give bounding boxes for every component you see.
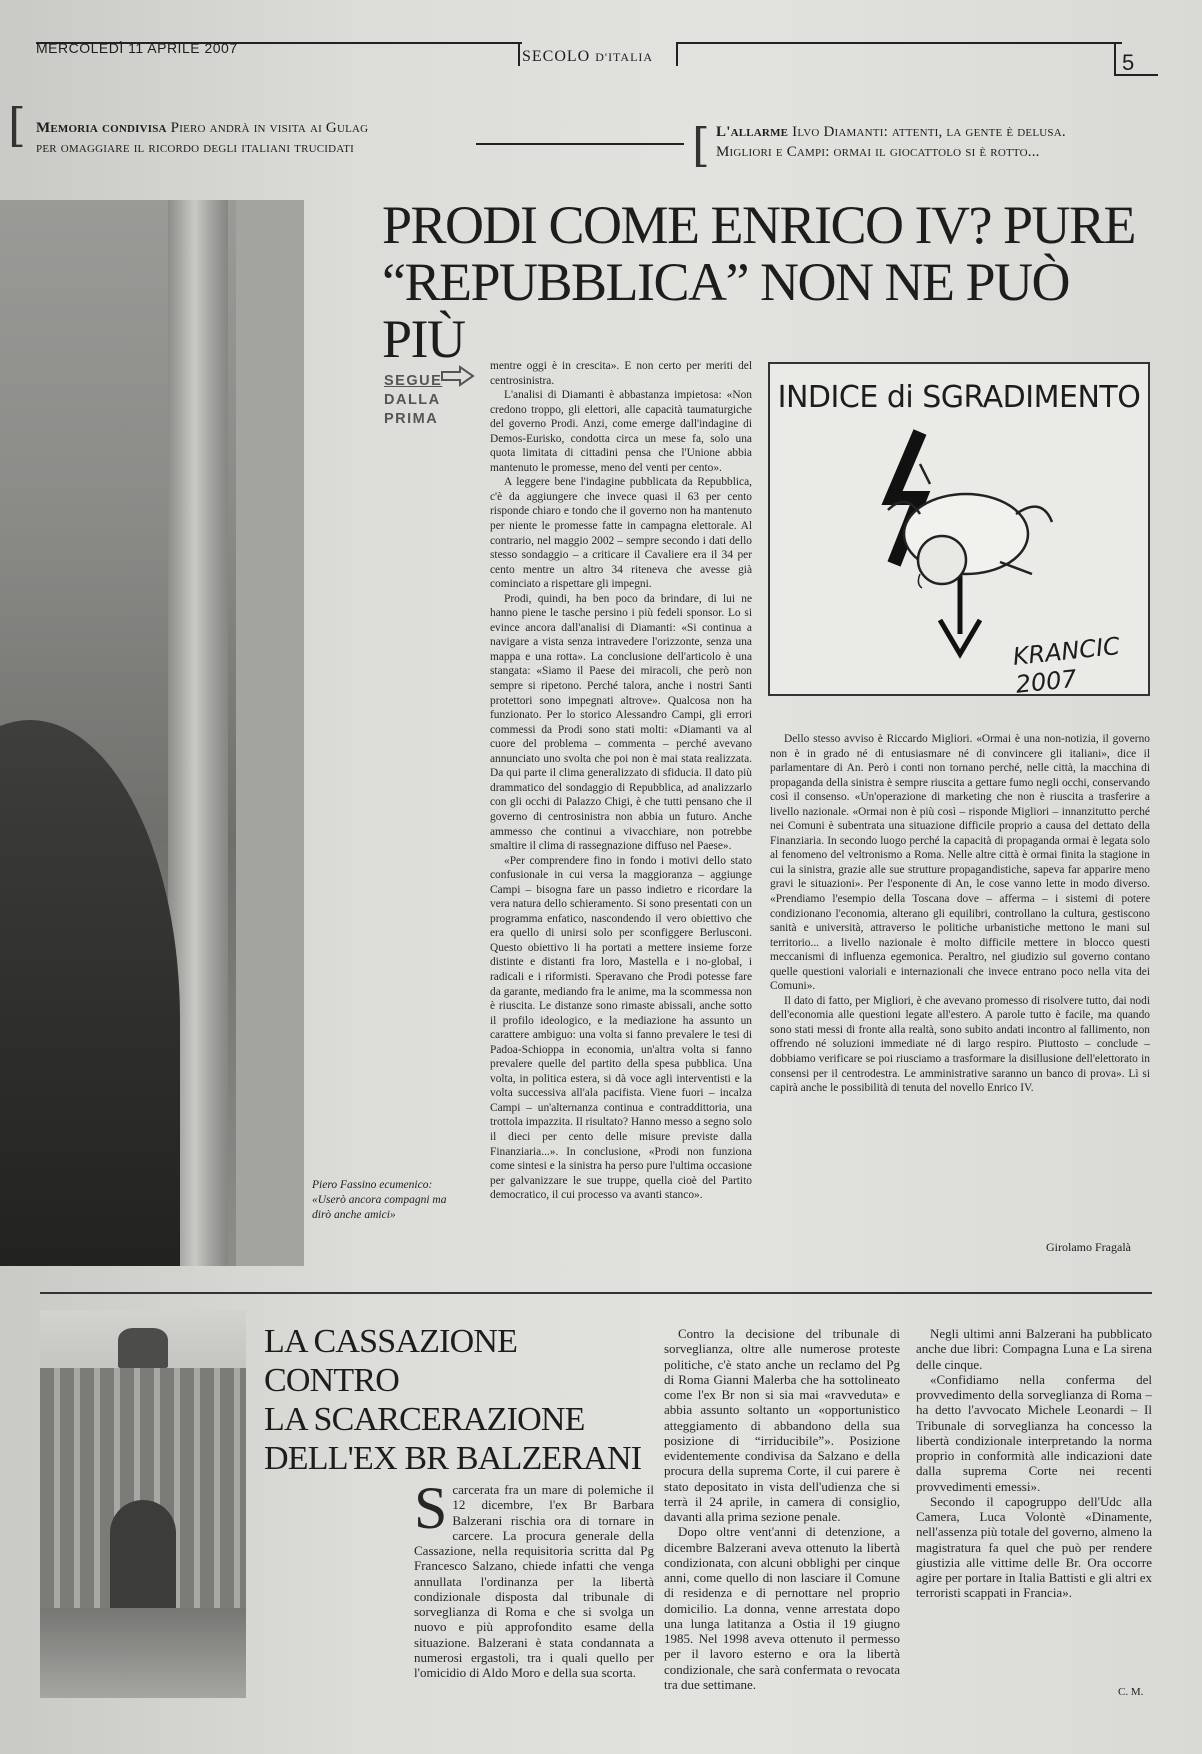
segue-word-3: PRIMA	[384, 411, 439, 427]
header-bracket-right	[676, 42, 678, 66]
teaser-rule	[476, 143, 684, 145]
bottom-column-2	[664, 1326, 900, 1694]
teaser-memoria-kicker: Memoria condivisa	[36, 120, 167, 136]
article-paragraph: Il dato di fatto, per Migliori, è che avevano promesso di risolvere tutto, dai nodi dell'economia alle questioni legate all'estero. A parole tutto è facile, ma quando sono stati messi di fronte alla realtà, sono subito andati incontro al fallimento, non offrendo né soluzioni immediate né di largo respiro. Piuttosto – conclude – dobbiamo verificare se poi riusciamo a trasformare la disillusione dell'elettorato in consensi per il centrodestra. Le amministrative saranno un banco di prova». Lì si capirà anche le possibilità di tenuta del novello Enrico IV.	[770, 994, 1150, 1095]
section-divider	[40, 1292, 1152, 1294]
page-number-bracket	[1114, 42, 1116, 76]
bottom-column-1	[414, 1482, 654, 1702]
arrow-right-icon	[440, 364, 476, 388]
bottom-column-3	[916, 1326, 1152, 1678]
photo-caption: Piero Fassino ecumenico: «Userò ancora compagni ma dirò anche amici»	[312, 1179, 447, 1221]
article-paragraph: mentre oggi è in crescita». E non certo per meriti del centrosinistra.	[490, 360, 752, 387]
teaser-bracket-left: [	[8, 98, 26, 152]
page-number: 5	[1122, 50, 1135, 75]
header-bracket-left	[518, 42, 520, 66]
article-paragraph: A leggere bene l'indagine pubblicata da Repubblica, c'è da aggiungere che invece quasi il 63 per cento risponde chiaro e tondo che il governo non ha mantenuto per niente le promesse fatte in campagna elettorale. Al contrario, nel maggio 2002 – sempre secondo i dati dello stesso sondaggio – a criticare il Cavaliere era il 34 per cento mentre un altro 34 riteneva che avesse già cominciato a rispettare gli impegni.	[490, 476, 752, 591]
page-number-rule	[1114, 74, 1158, 76]
author-signature: Girolamo Fragalà	[1046, 1240, 1131, 1254]
headline-line1: PRODI COME ENRICO IV? PURE	[382, 195, 1136, 255]
cassazione-building-photo	[40, 1310, 246, 1698]
teaser-allarme-kicker: L'allarme	[716, 124, 789, 140]
bottom-headline	[264, 1322, 654, 1478]
header-rule-right	[676, 42, 1122, 44]
article-paragraph: «Confidiamo nella conferma del provvedimento della sorveglianza di Roma – ha detto l'avvocato Michele Leonardi – Il Tribunale di sorveglianza ha concesso la libertà condizionale interpretando la norma proprio in conformità alle indicazioni date dalla suprema Corte nei recenti provvedimenti emessi».	[916, 1371, 1152, 1494]
cartoon-signature: KRANCIC 2007	[1011, 631, 1122, 699]
article-paragraph: Dopo oltre vent'anni di detenzione, a dicembre Balzerani aveva ottenuto la libertà condizionata, con alcuni obblighi per cinque anni, come quello di non lasciare il Comune di residenza e di pernottare nel proprio domicilio. La donna, venne arrestata dopo una lunga latitanza a Ostia il 19 giugno 1985. Nel 1998 aveva ottenuto il permesso per il lavoro esterno e ora la libertà condizionale, che sarà confermata o revocata tra due settimane.	[664, 1524, 900, 1692]
teaser-memoria-line1: Piero andrà in visita ai Gulag	[170, 120, 369, 136]
article-paragraph: Secondo il capogruppo dell'Udc alla Camera, Luca Volontè «Dinamente, nell'assenza più totale del governo, almeno la magistratura fa quel che può per rendere giustizia alle vittime delle Br. Ora occorre agire per portare in Italia Battisti e gli altri ex terroristi scappati in Francia».	[916, 1493, 1152, 1601]
teaser-memoria	[36, 118, 486, 158]
teaser-bracket-right: [	[692, 118, 710, 172]
headline	[382, 197, 1162, 368]
segue-label	[384, 372, 442, 429]
bottom-headline-line1: LA CASSAZIONE CONTRO	[264, 1323, 518, 1399]
masthead	[522, 48, 653, 66]
article-column-2	[770, 732, 1150, 1236]
teaser-allarme	[716, 122, 1166, 162]
teaser-allarme-line1: Ilvo Diamanti: attenti, la gente è delusa.	[792, 124, 1066, 140]
article-paragraph: Contro la decisione del tribunale di sorveglianza, oltre alle numerose proteste politiche, c'è stato anche un reclamo del Pg di Roma Gianni Malerba che ha sottolineato come l'ex Br non si sia mai «ravveduta» e abbia assunto soltanto un «opportunistico atteggiamento di abbandono della sua posizione di “irriducibile”». Posizione evidentemente condivisa da Salzano e della procura della suprema Corte, il cui parere è stato depositato in vista dell'udienza che si terrà il 24 aprile, in camera di consiglio, davanti alla prima sezione penale.	[664, 1326, 900, 1524]
article-paragraph: Dello stesso avviso è Riccardo Migliori. «Ormai è una non-notizia, il governo non è in grado né di entusiasmare né di convincere gli italiani», dice il parlamentare di An. Però i conti non tornano perché, nelle città, la macchina di propaganda della sinistra è sempre riuscita a gettare fumo negli occhi, conservando così il consenso. «Un'operazione di marketing che non è riuscita a trasferire a livello nazionale. «Ormai non è più così – risponde Migliori – innanzitutto perché nei Comuni è subentrata una situazione difficile proprio a causa del dettato della Finanziaria. In secondo luogo perché la capacità di propaganda ormai è legata solo al fenomeno del veltronismo a Roma. Nelle altre città è ormai finita la stagione in cui la sinistra, grazie alle sue strutture propagandistiche, sapeva far apparire meno gravi le situazioni». Per l'esponente di An, le cose vanno lette in modo diverso. «Prendiamo l'esempio della Toscana dove – afferma – i sistemi di potere condizionano l'economia, alterano gli equilibri, controllano la cultura, gestiscono sanità e università, attraverso le politiche urbanistiche mettono le mani sul territorio... a livello nazionale è molto difficile mettere in blocco questi meccanismi di influenza egemonica. Peraltro, nel giudizio sul governo contano quelle questioni valoriali e internazionali che invece entrano poco nella vita dei Comuni».	[770, 733, 1150, 993]
cartoon	[768, 362, 1150, 699]
segue-word-2: DALLA	[384, 392, 441, 408]
bottom-headline-line3: DELL'EX BR BALZERANI	[264, 1440, 642, 1477]
headline-line2: “REPUBBLICA” NON NE PUÒ PIÙ	[382, 252, 1069, 369]
article-paragraph: carcerata fra un mare di polemiche il 12 dicembre, l'ex Br Barbara Balzerani rischia ora di tornare in carcere. La procura generale della Cassazione, nella requisitoria scritta dal Pg Francesco Salzano, chiede infatti che venga annullata l'ordinanza per la libertà condizionale disposta dal tribunale di sorveglianza di Roma e che si svolga un nuovo e più approfondito esame della situazione. Balzerani è stata condannata a numerosi ergastoli, tra i quali quello per l'omicidio di Aldo Moro e della sua scorta.	[414, 1482, 654, 1680]
article-paragraph: Negli ultimi anni Balzerani ha pubblicato anche due libri: Compagna Luna e La sirena delle cinque.	[916, 1326, 1152, 1372]
fassino-photo	[0, 200, 304, 1266]
teaser-allarme-line2: Migliori e Campi: ormai il giocattolo si è rotto...	[716, 144, 1040, 160]
segue-word-1: SEGUE	[384, 373, 443, 389]
masthead-main: SECOLO	[522, 48, 591, 65]
drop-cap: S	[414, 1482, 448, 1541]
masthead-small: D'ITALIA	[595, 50, 654, 64]
teaser-memoria-line2: per omaggiare il ricordo degli italiani trucidati	[36, 140, 354, 156]
bottom-headline-line2: LA SCARCERAZIONE	[264, 1401, 585, 1438]
article-paragraph: «Per comprendere fino in fondo i motivi dello stato confusionale in cui versa la maggioranza – aggiunge Campi – bisogna fare un passo indietro e ricordare la vera natura dello schieramento. Si sono presentati con un programma enfatico, nascondendo il vero obiettivo che era quello di unirsi solo per sconfiggere Berlusconi. Questo obiettivo li ha portati a mettere insieme forze distinte e distanti fra loro, Mastella e i no-global, i radicali e i riformisti. Speravano che Prodi potesse fare da garante, mediando fra le anime, ma la scommessa non è riuscita. Le distanze sono rimaste abissali, anche sotto il profilo ideologico, e la mediazione ha assunto un carattere ambiguo: una volta si fanno prevalere le tesi di Padoa-Schioppa in economia, un'altra volta si fanno prevalere quelle del partito della spesa pubblica. Una volta, in politica estera, si dà voce agli interventisti e la volta successiva all'ala pacifista. Viene fuori – incalza Campi – un'alternanza continua e contraddittoria, una trottola impazzita. Il risultato? Hanno messo a segno solo il dieci per cento delle misure previste dalla Finanziaria...». In conclusione, «Prodi non funziona come sintesi e la sinistra ha perso pure l'ultima occasione per galvanizzare le sue truppe, quella cioè del Partito democratico, il cui processo va avanti stanco».	[490, 854, 752, 1202]
cartoon-title: INDICE di SGRADIMENTO	[777, 380, 1141, 415]
article-paragraph: Prodi, quindi, ha ben poco da brindare, di lui ne hanno piene le tasche persino i più fedeli sponsor. Lo si evince ancora dall'analisi di Diamanti: «Si continua a navigare a vista senza intravedere l'orizzonte, senza una mappa e una rotta». La conclusione dell'articolo è una stangata: «Siamo il Paese dei miracoli, che però non sempre si ripetono. Perché talora, anche i nostri Santi protettori sono impegnati altrove». Qualcosa non ha funzionato. Per lo storico Alessandro Campi, gli errori commessi da Prodi sono stati molti: «Diamanti va al cuore del problema – commenta – perché avevano annunciato uno svolta che poi non è mai stata realizzata. Da qui parte il clima generalizzato di sfiducia. Il dato più drammatico del sondaggio di Repubblica, ad analizzarlo con gli occhi di Palazzo Chigi, è che tutti pensano che il governo di centrosinistra non abbia un futuro. Anche ammesso che continui a vivacchiare, non potrebbe smaltire il clima di rassegnazione diffuso nel Paese».	[490, 592, 752, 853]
article-column-1	[490, 359, 752, 1271]
bottom-signature: C. M.	[1118, 1686, 1144, 1698]
article-paragraph: L'analisi di Diamanti è abbastanza impietosa: «Non credono troppo, gli elettori, alle capacità taumaturgiche del governo Prodi. Anzi, come emerge dall'indagine di Demos-Eurisko, condotta circa un mese fa, solo una quota limitata di cittadini pensa che l'Unione abbia mantenuto le promesse, meno del venti per cento».	[490, 389, 752, 474]
issue-date: MERCOLEDÌ 11 APRILE 2007	[36, 40, 238, 56]
